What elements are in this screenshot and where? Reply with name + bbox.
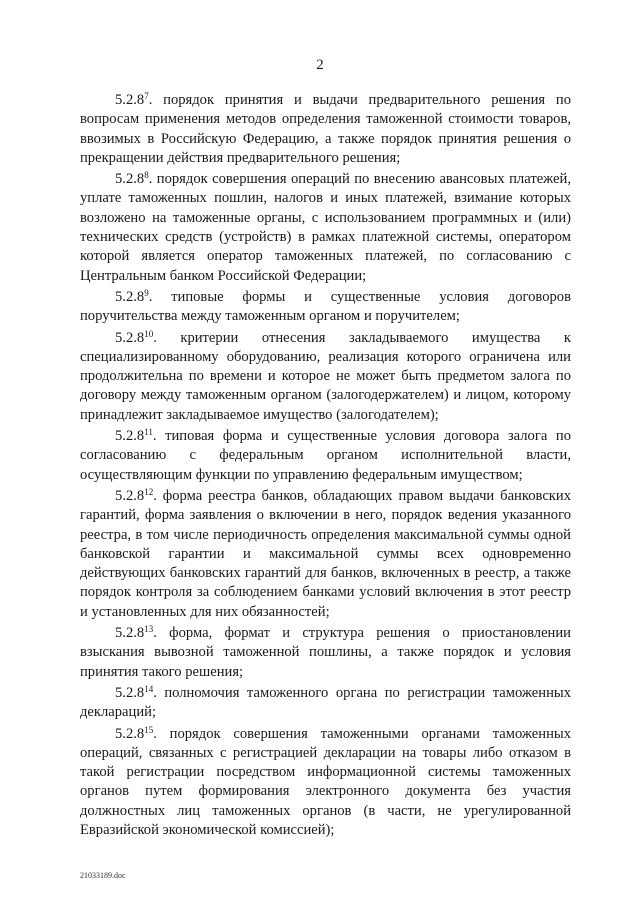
clause-number: 5.2.8	[115, 487, 145, 504]
clause-superscript: 8	[144, 170, 149, 181]
clause-text: . критерии отнесения закладываемого имущества к специализированному оборудованию, реализация которого ограничена или продолжительна по времени и которое не может быть предметом залога по договору между таможенным органом (залогодержателем) и лицом, которому принадлежит закладываемое имущество (залогодателем);	[80, 329, 571, 423]
clause-text: . полномочия таможенного органа по регистрации таможенных деклараций;	[80, 684, 571, 721]
clause-number: 5.2.8	[115, 329, 145, 346]
clause-superscript: 11	[144, 427, 153, 438]
clause-text: . типовая форма и существенные условия договора залога по согласованию с федеральным органом исполнительной власти, осуществляющим функции по управлению федеральным имуществом;	[80, 428, 571, 483]
clause-number: 5.2.8	[115, 428, 145, 445]
clause-number: 5.2.8	[115, 684, 145, 701]
clause-text: . порядок совершения таможенными органами таможенных операций, связанных с регистрацией декларации на товары либо отказом в такой регистрации посредством информационной системы таможенных органов путем формирования электронного документа без участия должностных лиц таможенных органов (в части, не урегулированной Евразийской экономической комиссией);	[80, 725, 571, 838]
paragraph-5-2-8-15	[80, 725, 571, 841]
clause-text: . форма реестра банков, обладающих правом выдачи банковских гарантий, форма заявления о включении в него, порядок ведения указанного реестра, в том числе периодичность определения максимальной суммы одной банковской гарантии и максимальной суммы всех одновременно действующих банковских гарантий для банков, включенных в реестр, а также порядок контроля за соблюдением банками условий включения в этот реестр и установленных для них обязанностей;	[80, 487, 571, 620]
clause-superscript: 14	[144, 683, 154, 694]
document-body	[80, 91, 571, 842]
clause-text: . порядок принятия и выдачи предварительного решения по вопросам применения методов определения таможенной стоимости товаров, ввозимых в Российскую Федерацию, а также порядок принятия решения о прекращении действия предварительного решения;	[80, 92, 571, 166]
paragraph-5-2-8-10	[80, 329, 571, 425]
paragraph-5-2-8-13	[80, 624, 571, 682]
clause-text: . форма, формат и структура решения о приостановлении взыскания вывозной таможенной пошлины, а также порядок и условия принятия такого решения;	[80, 625, 571, 680]
paragraph-5-2-8-12	[80, 487, 571, 622]
paragraph-5-2-8-14	[80, 684, 571, 723]
paragraph-5-2-8-8	[80, 170, 571, 286]
clause-number: 5.2.8	[115, 725, 145, 742]
clause-number: 5.2.8	[115, 625, 145, 642]
clause-superscript: 7	[144, 91, 149, 101]
clause-text: . порядок совершения операций по внесению авансовых платежей, уплате таможенных пошлин, налогов и иных платежей, взимание которых возложено на таможенные органы, с использованием программных и (или) технических средств (устройств) в рамках платежной системы, оператором которой является оператор таможенных платежей, по согласованию с Центральным банком Российской Федерации;	[80, 171, 571, 284]
clause-number: 5.2.8	[115, 288, 145, 305]
paragraph-5-2-8-11	[80, 427, 571, 485]
clause-number: 5.2.8	[115, 92, 145, 108]
page-number: 2	[316, 57, 324, 73]
paragraph-5-2-8-9	[80, 288, 571, 327]
clause-superscript: 12	[144, 486, 154, 497]
document-footer-filename: 21033189.doc	[80, 871, 126, 880]
clause-superscript: 13	[144, 624, 154, 635]
clause-superscript: 10	[144, 328, 154, 339]
clause-text: . типовые формы и существенные условия договоров поручительства между таможенным органом и поручителем;	[80, 288, 571, 325]
clause-number: 5.2.8	[115, 171, 145, 188]
clause-superscript: 9	[144, 287, 149, 298]
clause-superscript: 15	[144, 724, 154, 735]
paragraph-5-2-8-7	[80, 91, 571, 168]
